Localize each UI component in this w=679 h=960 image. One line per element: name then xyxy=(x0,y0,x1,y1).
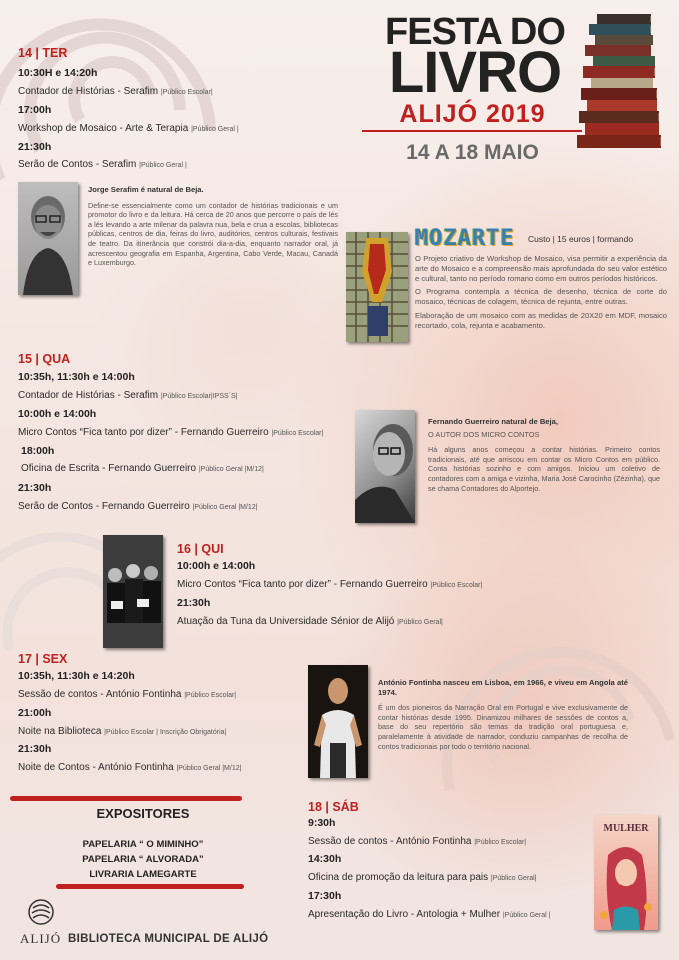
day-18-time-1: 9:30h xyxy=(308,817,336,829)
mozarte-description xyxy=(415,254,667,331)
day-14-event-1 xyxy=(18,86,213,97)
day-16-heading: 16 | QUI xyxy=(177,542,224,556)
event-audience: |Público Geral | xyxy=(191,126,239,133)
event-title: Oficina de promoção da leitura para pais xyxy=(308,872,489,883)
event-audience: |Público Geral| xyxy=(397,619,443,626)
mosaic-photo xyxy=(346,232,408,342)
day-18-event-3 xyxy=(308,909,550,920)
day-14-time-3: 21:30h xyxy=(18,141,52,153)
fontinha-bio-text: É um dos pioneiros da Narração Oral em Portugal e vive exclusivamente de contar histórias desde 1995. Dinamizou milhares de sessões de contos a, base do seu repertório são temas da tradição oral portuguesa e, paralelamente à atividade de narrador, conduziu campanhas de recolha de contos tradicionais por todo o território nacional. xyxy=(378,703,628,751)
day-17-event-3 xyxy=(18,762,241,773)
event-title: Noite de Contos - António Fontinha xyxy=(18,762,174,773)
book-stack-illustration xyxy=(575,12,667,162)
day-15-time-3: 18:00h xyxy=(21,445,55,457)
day-15-time-4: 21:30h xyxy=(18,482,52,494)
day-18-event-2 xyxy=(308,872,537,883)
serafim-bio-text: Define-se essencialmente como um contador de histórias tradicionais e um promotor do livro e da leitura. Há cerca de 20 anos que percorre o país de lés a lés levando a arte milenar da palavra nua, bela e crua a escolas, bibliotecas públicas, centros de dia, feiras do livro, auditórios, centros culturais, festivais de teatro. Da itinerância que constrói dia-a-dia, enquanto narrador oral, já acrescentou geografia em Espanha, Argentina, Cabo Verde, Macau, Canadá e Luxemburgo. xyxy=(88,200,338,268)
day-16-time-2: 21:30h xyxy=(177,597,211,609)
day-15-event-3 xyxy=(21,463,264,474)
guerreiro-name-line: Fernando Guerreiro natural de Beja, xyxy=(428,417,558,426)
guerreiro-photo xyxy=(355,410,415,523)
serafim-bio xyxy=(88,185,338,268)
day-16-time-1: 10:00h e 14:00h xyxy=(177,560,256,572)
guerreiro-subtitle: O AUTOR DOS MICRO CONTOS xyxy=(428,429,540,439)
expositores-bottom-rule xyxy=(56,884,244,889)
expositor-item-3: LIVRARIA LAMEGARTE xyxy=(89,869,197,880)
guerreiro-bio xyxy=(428,417,660,493)
mozarte-paragraph-3: Elaboração de um mosaico com as medidas de 20X20 em MDF, mosaico recortado, cola, rejunta e acabamento. xyxy=(415,310,667,330)
event-audience: |Público Geral |M/12| xyxy=(192,504,258,511)
day-18-time-3: 17:30h xyxy=(308,890,342,902)
book-cover-title: MULHER xyxy=(603,823,649,834)
event-audience: |Público Escolar| xyxy=(160,89,213,96)
event-title: Apresentação do Livro - Antologia + Mulher xyxy=(308,909,501,920)
day-17-time-2: 21:00h xyxy=(18,707,52,719)
event-title: Contador de Histórias - Serafim xyxy=(18,390,159,401)
day-18-time-2: 14:30h xyxy=(308,853,342,865)
mozarte-paragraph-2: O Programa contempla a técnica de desenho, técnica de corte do mosaico, técnicas de colagem, técnica de rejunta, entre outras. xyxy=(415,287,667,307)
day-14-time-2: 17:00h xyxy=(18,104,52,116)
festival-dates: 14 A 18 MAIO xyxy=(406,141,539,164)
day-14-event-3 xyxy=(18,159,187,170)
guerreiro-bio-text: Há alguns anos começou a contar histórias. Primeiro contos tradicionais, até que arriscou em contar os Micro Contos em público. Conta histórias sozinho e com amigos. Iniciou um coletivo de contadores com a amiga e vizinha, Maria José Carocinho (Zézinha), que se chama Contadores do Alportejo. xyxy=(428,445,660,493)
mozarte-cost: Custo | 15 euros | formando xyxy=(528,234,634,244)
event-audience: |Público Escolar| xyxy=(184,692,237,699)
library-name: BIBLIOTECA MUNICIPAL DE ALIJÓ xyxy=(68,933,269,945)
event-title: Serão de Contos - Serafim xyxy=(18,159,137,170)
event-title: Workshop de Mosaico - Arte & Terapia xyxy=(18,123,189,134)
event-audience: |Público Geral| xyxy=(490,875,537,882)
event-title: Oficina de Escrita - Fernando Guerreiro xyxy=(21,463,197,474)
day-14-heading: 14 | TER xyxy=(18,46,68,60)
day-17-event-2 xyxy=(18,726,226,737)
serafim-photo xyxy=(18,182,78,295)
event-title: Atuação da Tuna da Universidade Sénior de Alijó xyxy=(177,616,395,627)
title-underline xyxy=(362,130,582,132)
expositor-item-1: PAPELARIA “ O MIMINHO” xyxy=(82,839,204,850)
tuna-photo xyxy=(103,535,163,648)
day-15-event-1 xyxy=(18,390,238,401)
title-line2: LIVRO xyxy=(388,40,562,105)
event-audience: |Público Geral |M/12| xyxy=(198,466,264,473)
day-14-time-1: 10:30H e 14:20h xyxy=(18,67,98,79)
expositores-top-rule xyxy=(10,796,242,801)
event-title: Serão de Contos - Fernando Guerreiro xyxy=(18,501,190,512)
day-18-event-1 xyxy=(308,836,526,847)
day-17-heading: 17 | SEX xyxy=(18,652,68,666)
event-title: Micro Contos “Fica tanto por dizer” - Fernando Guerreiro xyxy=(177,579,428,590)
fontinha-bio xyxy=(378,678,628,751)
event-audience: |Público Geral | xyxy=(502,912,551,919)
day-17-time-3: 21:30h xyxy=(18,743,52,755)
alijo-logo-icon xyxy=(24,898,58,928)
event-audience: |Público Escolar| xyxy=(474,839,527,846)
place-year: ALIJÓ 2019 xyxy=(399,100,546,128)
event-audience: |Público Escolar| xyxy=(430,582,483,589)
event-audience: |Público Geral |M/12| xyxy=(176,765,242,772)
day-16-event-2 xyxy=(177,616,443,627)
mulher-book-cover xyxy=(594,815,658,930)
event-audience: |Público Escolar | Inscrição Obrigatória| xyxy=(104,729,227,736)
event-audience: |Público Escolar|IPSS´S| xyxy=(160,393,238,400)
day-16-event-1 xyxy=(177,579,482,590)
alijo-logo-text: ALIJÓ xyxy=(20,931,62,946)
fontinha-photo xyxy=(308,665,368,778)
fontinha-name-line: António Fontinha nasceu em Lisboa, em 1966, e viveu em Angola até 1974. xyxy=(378,678,628,697)
event-audience: |Público Geral | xyxy=(139,162,187,169)
day-15-heading: 15 | QUA xyxy=(18,352,71,366)
day-17-time-1: 10:35h, 11:30h e 14:20h xyxy=(18,670,135,682)
day-17-event-1 xyxy=(18,689,236,700)
title-line1: FESTA DO xyxy=(385,11,565,53)
day-15-event-4 xyxy=(18,501,258,512)
event-title: Contador de Histórias - Serafim xyxy=(18,86,159,97)
day-14-event-2 xyxy=(18,123,239,134)
day-15-time-2: 10:00h e 14:00h xyxy=(18,408,97,420)
event-title: Micro Contos “Fica tanto por dizer” - Fernando Guerreiro xyxy=(18,427,269,438)
event-audience: |Público Escolar| xyxy=(271,430,324,437)
day-18-heading: 18 | SÁB xyxy=(308,800,359,814)
mozarte-paragraph-1: O Projeto criativo de Workshop de Mosaico, visa permitir a experiência da arte do Mosaico e a compreensão mais aprofundada do seu valor estético e cultural, tanto no período romano como em outros períodos históricos. xyxy=(415,254,667,283)
mozarte-logo: MOZARTE xyxy=(415,226,515,251)
event-title: Noite na Biblioteca xyxy=(18,726,102,737)
event-title: Sessão de contos - António Fontinha xyxy=(18,689,182,700)
day-15-time-1: 10:35h, 11:30h e 14:00h xyxy=(18,371,135,383)
day-15-event-2 xyxy=(18,427,323,438)
expositores-title: EXPOSITORES xyxy=(96,806,190,821)
event-title: Sessão de contos - António Fontinha xyxy=(308,836,472,847)
expositor-item-2: PAPELARIA “ ALVORADA” xyxy=(82,854,204,865)
serafim-name-line: Jorge Serafim é natural de Beja. xyxy=(88,185,204,194)
